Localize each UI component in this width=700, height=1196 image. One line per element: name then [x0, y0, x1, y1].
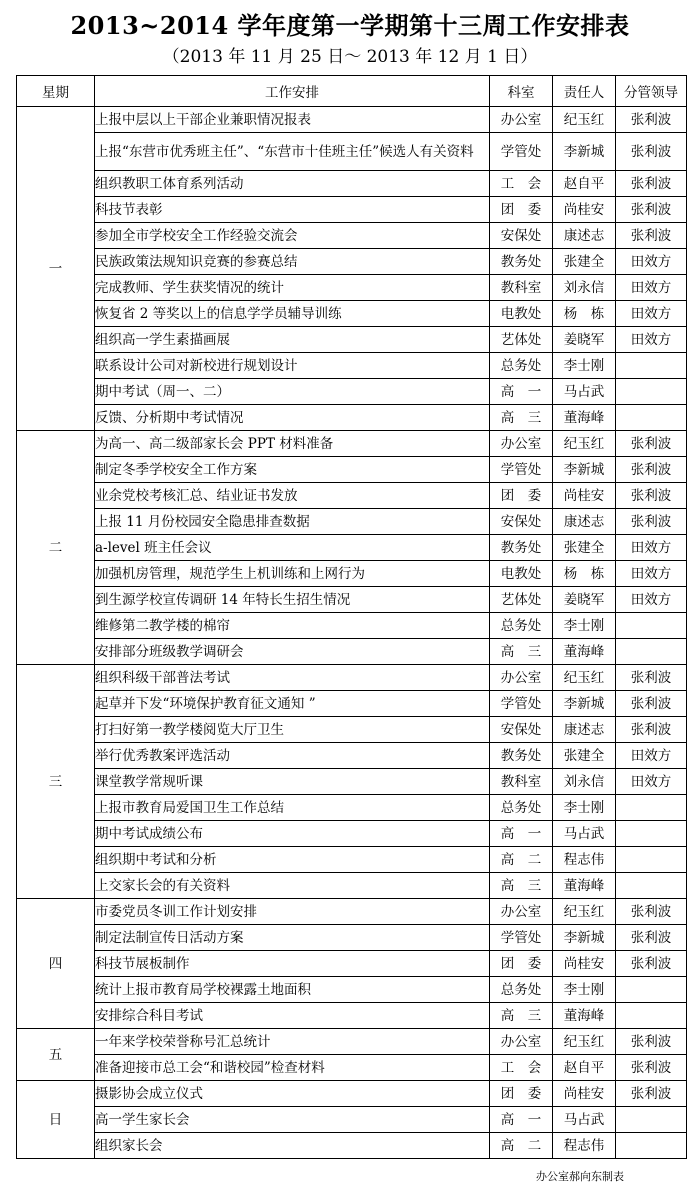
- owner-cell: 张建全: [553, 535, 616, 561]
- task-cell: 加强机房管理，规范学生上机训练和上网行为: [95, 561, 490, 587]
- owner-cell: 赵自平: [553, 171, 616, 197]
- task-cell: 上报 11 月份校园安全隐患排查数据: [95, 509, 490, 535]
- leader-cell: [616, 353, 687, 379]
- dept-cell: 高 三: [490, 1003, 553, 1029]
- schedule-body: [17, 107, 687, 1159]
- task-cell: 恢复省 2 等奖以上的信息学学员辅导训练: [95, 301, 490, 327]
- day-cell: 五: [17, 1029, 95, 1081]
- task-cell: 期中考试成绩公布: [95, 821, 490, 847]
- table-row: [17, 821, 687, 847]
- task-cell: 上报“东营市优秀班主任”、“东营市十佳班主任”候选人有关资料: [95, 133, 490, 171]
- table-row: [17, 327, 687, 353]
- table-row: [17, 977, 687, 1003]
- day-cell: 二: [17, 431, 95, 665]
- leader-cell: 田效方: [616, 249, 687, 275]
- task-cell: 市委党员冬训工作计划安排: [95, 899, 490, 925]
- day-cell: 四: [17, 899, 95, 1029]
- table-row: [17, 1055, 687, 1081]
- leader-cell: 田效方: [616, 301, 687, 327]
- dept-cell: 教科室: [490, 275, 553, 301]
- task-cell: 科技节表彰: [95, 197, 490, 223]
- table-row: [17, 1081, 687, 1107]
- owner-cell: 刘永信: [553, 769, 616, 795]
- owner-cell: 董海峰: [553, 873, 616, 899]
- table-row: [17, 301, 687, 327]
- dept-cell: 团 委: [490, 197, 553, 223]
- table-row: [17, 483, 687, 509]
- task-cell: 安排部分班级教学调研会: [95, 639, 490, 665]
- dept-cell: 团 委: [490, 1081, 553, 1107]
- table-row: [17, 639, 687, 665]
- leader-cell: 张利波: [616, 899, 687, 925]
- leader-cell: 田效方: [616, 535, 687, 561]
- table-row: [17, 925, 687, 951]
- task-cell: 组织家长会: [95, 1133, 490, 1159]
- owner-cell: 马占武: [553, 379, 616, 405]
- table-row: [17, 587, 687, 613]
- leader-cell: 张利波: [616, 223, 687, 249]
- owner-cell: 尚桂安: [553, 1081, 616, 1107]
- task-cell: 业余党校考核汇总、结业证书发放: [95, 483, 490, 509]
- owner-cell: 尚桂安: [553, 197, 616, 223]
- dept-cell: 高 一: [490, 379, 553, 405]
- task-cell: 课堂教学常规听课: [95, 769, 490, 795]
- task-cell: 起草并下发“环境保护教育征文通知 ”: [95, 691, 490, 717]
- owner-cell: 李新城: [553, 457, 616, 483]
- owner-cell: 程志伟: [553, 847, 616, 873]
- dept-cell: 总务处: [490, 353, 553, 379]
- dept-cell: 工 会: [490, 1055, 553, 1081]
- dept-cell: 艺体处: [490, 327, 553, 353]
- owner-cell: 李士刚: [553, 613, 616, 639]
- table-row: [17, 561, 687, 587]
- owner-cell: 刘永信: [553, 275, 616, 301]
- owner-cell: 李士刚: [553, 977, 616, 1003]
- leader-cell: [616, 613, 687, 639]
- table-row: [17, 353, 687, 379]
- dept-cell: 高 一: [490, 1107, 553, 1133]
- leader-cell: 张利波: [616, 197, 687, 223]
- leader-cell: 田效方: [616, 743, 687, 769]
- header-row: [17, 76, 687, 107]
- owner-cell: 马占武: [553, 1107, 616, 1133]
- owner-cell: 董海峰: [553, 639, 616, 665]
- table-row: [17, 223, 687, 249]
- leader-cell: 张利波: [616, 717, 687, 743]
- day-cell: 一: [17, 107, 95, 431]
- owner-cell: 康述志: [553, 509, 616, 535]
- table-row: [17, 1133, 687, 1159]
- leader-cell: 田效方: [616, 275, 687, 301]
- leader-cell: 张利波: [616, 951, 687, 977]
- dept-cell: 总务处: [490, 977, 553, 1003]
- dept-cell: 高 二: [490, 847, 553, 873]
- task-cell: 上交家长会的有关资料: [95, 873, 490, 899]
- table-row: [17, 873, 687, 899]
- leader-cell: [616, 847, 687, 873]
- task-cell: 摄影协会成立仪式: [95, 1081, 490, 1107]
- task-cell: 组织科级干部普法考试: [95, 665, 490, 691]
- leader-cell: 张利波: [616, 691, 687, 717]
- owner-cell: 纪玉红: [553, 899, 616, 925]
- leader-cell: 张利波: [616, 457, 687, 483]
- owner-cell: 马占武: [553, 821, 616, 847]
- leader-cell: 张利波: [616, 509, 687, 535]
- dept-cell: 总务处: [490, 613, 553, 639]
- owner-cell: 杨 栋: [553, 301, 616, 327]
- dept-cell: 办公室: [490, 107, 553, 133]
- owner-cell: 姜晓军: [553, 327, 616, 353]
- owner-cell: 尚桂安: [553, 483, 616, 509]
- dept-cell: 学管处: [490, 691, 553, 717]
- leader-cell: [616, 873, 687, 899]
- table-row: [17, 171, 687, 197]
- dept-cell: 安保处: [490, 717, 553, 743]
- task-cell: 参加全市学校安全工作经验交流会: [95, 223, 490, 249]
- task-cell: 完成教师、学生获奖情况的统计: [95, 275, 490, 301]
- owner-cell: 董海峰: [553, 405, 616, 431]
- task-cell: 为高一、高二级部家长会 PPT 材料准备: [95, 431, 490, 457]
- dept-cell: 高 三: [490, 405, 553, 431]
- table-row: [17, 457, 687, 483]
- leader-cell: [616, 1003, 687, 1029]
- owner-cell: 张建全: [553, 743, 616, 769]
- leader-cell: [616, 977, 687, 1003]
- page-title: 2013~2014 学年度第一学期第十三周工作安排表: [70, 11, 630, 40]
- owner-cell: 程志伟: [553, 1133, 616, 1159]
- dept-cell: 艺体处: [490, 587, 553, 613]
- task-cell: 上报市教育局爱国卫生工作总结: [95, 795, 490, 821]
- owner-cell: 康述志: [553, 717, 616, 743]
- leader-cell: 田效方: [616, 561, 687, 587]
- task-cell: 一年来学校荣誉称号汇总统计: [95, 1029, 490, 1055]
- task-cell: 举行优秀教案评选活动: [95, 743, 490, 769]
- dept-cell: 团 委: [490, 951, 553, 977]
- table-row: [17, 379, 687, 405]
- leader-cell: [616, 821, 687, 847]
- leader-cell: 张利波: [616, 925, 687, 951]
- table-row: [17, 613, 687, 639]
- owner-cell: 李新城: [553, 691, 616, 717]
- header-dept: 科室: [490, 76, 553, 107]
- leader-cell: [616, 639, 687, 665]
- leader-cell: 张利波: [616, 1029, 687, 1055]
- table-row: [17, 249, 687, 275]
- table-row: [17, 535, 687, 561]
- dept-cell: 教务处: [490, 249, 553, 275]
- task-cell: 民族政策法规知识竞赛的参赛总结: [95, 249, 490, 275]
- table-row: [17, 899, 687, 925]
- footer-note: 办公室郝向东制表: [536, 1170, 624, 1183]
- dept-cell: 高 一: [490, 821, 553, 847]
- task-cell: 制定法制宣传日活动方案: [95, 925, 490, 951]
- table-row: [17, 691, 687, 717]
- dept-cell: 高 二: [490, 1133, 553, 1159]
- owner-cell: 纪玉红: [553, 665, 616, 691]
- dept-cell: 学管处: [490, 457, 553, 483]
- dept-cell: 教科室: [490, 769, 553, 795]
- header-leader: 分管领导: [616, 76, 687, 107]
- task-cell: 组织期中考试和分析: [95, 847, 490, 873]
- leader-cell: [616, 795, 687, 821]
- dept-cell: 教务处: [490, 535, 553, 561]
- task-cell: 制定冬季学校安全工作方案: [95, 457, 490, 483]
- leader-cell: 田效方: [616, 769, 687, 795]
- owner-cell: 李新城: [553, 133, 616, 171]
- leader-cell: 张利波: [616, 1055, 687, 1081]
- leader-cell: [616, 1107, 687, 1133]
- task-cell: 维修第二教学楼的棉帘: [95, 613, 490, 639]
- owner-cell: 董海峰: [553, 1003, 616, 1029]
- dept-cell: 安保处: [490, 223, 553, 249]
- owner-cell: 姜晓军: [553, 587, 616, 613]
- table-row: [17, 275, 687, 301]
- task-cell: 安排综合科目考试: [95, 1003, 490, 1029]
- day-cell: 日: [17, 1081, 95, 1159]
- dept-cell: 办公室: [490, 665, 553, 691]
- leader-cell: 田效方: [616, 327, 687, 353]
- task-cell: 上报中层以上干部企业兼职情况报表: [95, 107, 490, 133]
- dept-cell: 安保处: [490, 509, 553, 535]
- leader-cell: 张利波: [616, 483, 687, 509]
- leader-cell: 张利波: [616, 1081, 687, 1107]
- day-cell: 三: [17, 665, 95, 899]
- table-row: [17, 769, 687, 795]
- owner-cell: 杨 栋: [553, 561, 616, 587]
- task-cell: 组织教职工体育系列活动: [95, 171, 490, 197]
- leader-cell: [616, 1133, 687, 1159]
- table-row: [17, 743, 687, 769]
- dept-cell: 高 三: [490, 873, 553, 899]
- dept-cell: 电教处: [490, 301, 553, 327]
- leader-cell: 张利波: [616, 665, 687, 691]
- task-cell: 统计上报市教育局学校裸露土地面积: [95, 977, 490, 1003]
- table-row: [17, 951, 687, 977]
- dept-cell: 高 三: [490, 639, 553, 665]
- owner-cell: 张建全: [553, 249, 616, 275]
- dept-cell: 总务处: [490, 795, 553, 821]
- leader-cell: 张利波: [616, 107, 687, 133]
- table-row: [17, 665, 687, 691]
- dept-cell: 电教处: [490, 561, 553, 587]
- owner-cell: 李士刚: [553, 353, 616, 379]
- date-range-subtitle: （2013 年 11 月 25 日～ 2013 年 12 月 1 日）: [162, 47, 538, 67]
- leader-cell: 张利波: [616, 133, 687, 171]
- dept-cell: 工 会: [490, 171, 553, 197]
- table-row: [17, 717, 687, 743]
- table-row: [17, 405, 687, 431]
- owner-cell: 纪玉红: [553, 431, 616, 457]
- owner-cell: 李士刚: [553, 795, 616, 821]
- leader-cell: [616, 405, 687, 431]
- schedule-table: [16, 75, 687, 1159]
- table-row: [17, 1107, 687, 1133]
- dept-cell: 教务处: [490, 743, 553, 769]
- task-cell: a-level 班主任会议: [95, 535, 490, 561]
- header-day: 星期: [17, 76, 95, 107]
- table-row: [17, 133, 687, 171]
- leader-cell: [616, 379, 687, 405]
- owner-cell: 纪玉红: [553, 1029, 616, 1055]
- owner-cell: 康述志: [553, 223, 616, 249]
- table-row: [17, 847, 687, 873]
- task-cell: 反馈、分析期中考试情况: [95, 405, 490, 431]
- task-cell: 到生源学校宣传调研 14 年特长生招生情况: [95, 587, 490, 613]
- owner-cell: 纪玉红: [553, 107, 616, 133]
- header-owner: 责任人: [553, 76, 616, 107]
- task-cell: 准备迎接市总工会“和谐校园”检查材料: [95, 1055, 490, 1081]
- dept-cell: 学管处: [490, 133, 553, 171]
- task-cell: 期中考试（周一、二）: [95, 379, 490, 405]
- table-row: [17, 107, 687, 133]
- task-cell: 组织高一学生素描画展: [95, 327, 490, 353]
- table-row: [17, 509, 687, 535]
- dept-cell: 办公室: [490, 899, 553, 925]
- table-row: [17, 795, 687, 821]
- task-cell: 打扫好第一教学楼阅览大厅卫生: [95, 717, 490, 743]
- table-row: [17, 431, 687, 457]
- leader-cell: 张利波: [616, 431, 687, 457]
- header-task: 工作安排: [95, 76, 490, 107]
- task-cell: 科技节展板制作: [95, 951, 490, 977]
- dept-cell: 办公室: [490, 431, 553, 457]
- leader-cell: 张利波: [616, 171, 687, 197]
- table-row: [17, 197, 687, 223]
- dept-cell: 学管处: [490, 925, 553, 951]
- owner-cell: 赵自平: [553, 1055, 616, 1081]
- table-row: [17, 1003, 687, 1029]
- leader-cell: 田效方: [616, 587, 687, 613]
- owner-cell: 尚桂安: [553, 951, 616, 977]
- owner-cell: 李新城: [553, 925, 616, 951]
- task-cell: 高一学生家长会: [95, 1107, 490, 1133]
- dept-cell: 办公室: [490, 1029, 553, 1055]
- dept-cell: 团 委: [490, 483, 553, 509]
- task-cell: 联系设计公司对新校进行规划设计: [95, 353, 490, 379]
- table-row: [17, 1029, 687, 1055]
